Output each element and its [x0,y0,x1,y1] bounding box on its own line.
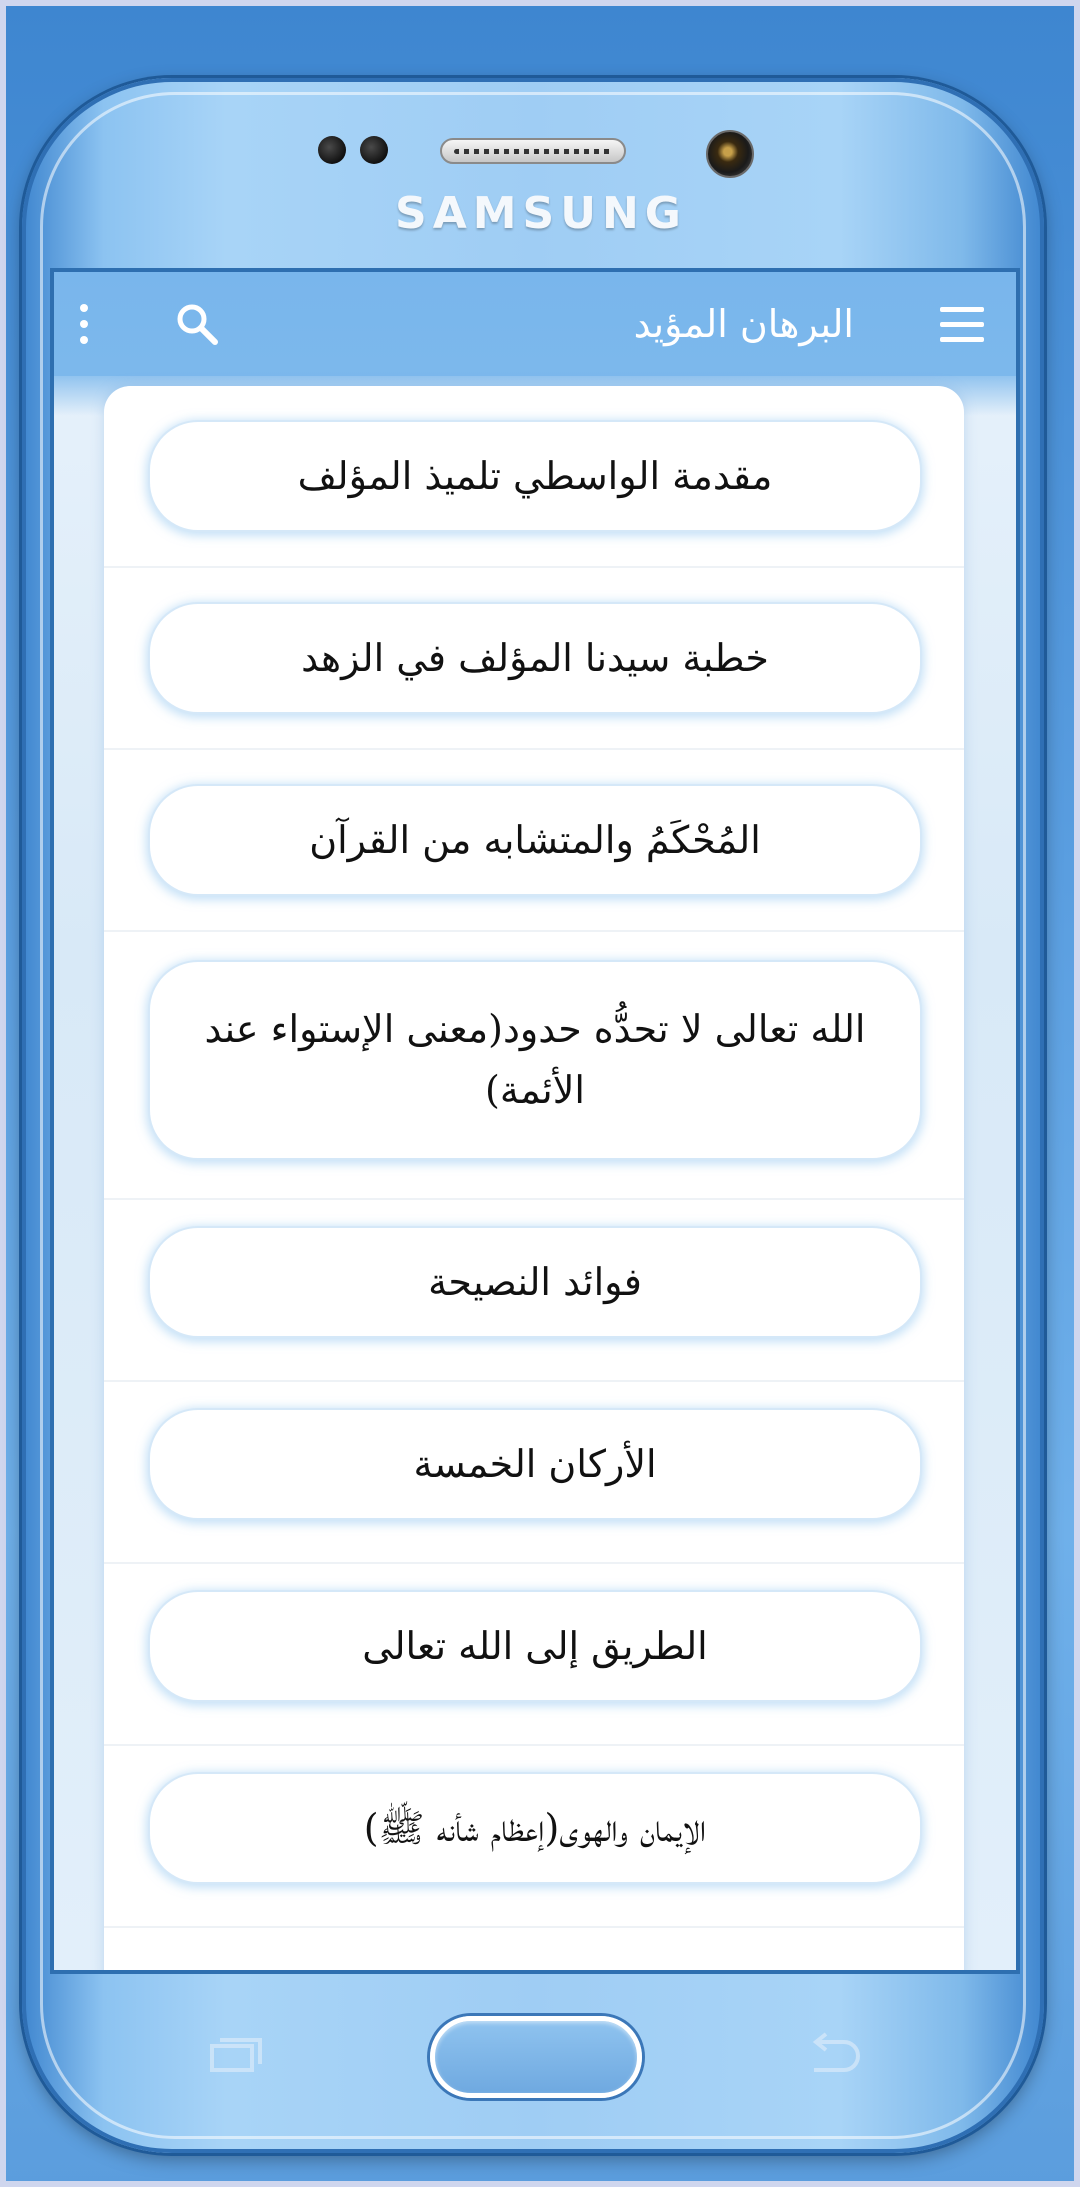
chapter-button[interactable]: الإيمان والهوى(إعظام شأنه ﷺ) [150,1774,920,1882]
app-title: البرهان المؤيد [633,302,854,346]
chapter-button[interactable]: الأركان الخمسة [150,1410,920,1518]
list-item [104,1746,964,1928]
proximity-sensor [318,136,346,164]
chapter-button[interactable]: فوائد النصيحة [150,1228,920,1336]
recent-apps-icon[interactable] [208,2036,264,2074]
device-brand-logo: SAMSUNG [395,188,687,239]
chapter-button[interactable]: مقدمة الواسطي تلميذ المؤلف [150,422,920,530]
list-item [104,568,964,750]
back-icon[interactable] [804,2032,864,2076]
chapter-button[interactable]: خطبة سيدنا المؤلف في الزهد [150,604,920,712]
content-card [104,386,964,1974]
front-camera [706,130,754,178]
list-item [104,1564,964,1746]
chapter-button[interactable]: الله تعالى لا تحدُّه حدود(معنى الإستواء عند الأئمة) [150,962,920,1158]
app-bar [54,272,1016,376]
list-item [104,386,964,568]
list-item [104,1382,964,1564]
list-item [104,932,964,1200]
search-icon[interactable] [162,272,232,376]
chapter-list [104,386,964,1928]
light-sensor [360,136,388,164]
hamburger-menu-icon[interactable] [932,272,992,376]
home-button-icon[interactable] [430,2016,642,2098]
chapter-button[interactable]: المُحْكَمُ والمتشابه من القرآن [150,786,920,894]
chapter-button[interactable]: الطريق إلى الله تعالى [150,1592,920,1700]
more-vertical-icon[interactable] [64,272,104,376]
list-item [104,1200,964,1382]
earpiece-speaker [440,138,626,164]
screen [50,268,1020,1974]
list-item [104,750,964,932]
